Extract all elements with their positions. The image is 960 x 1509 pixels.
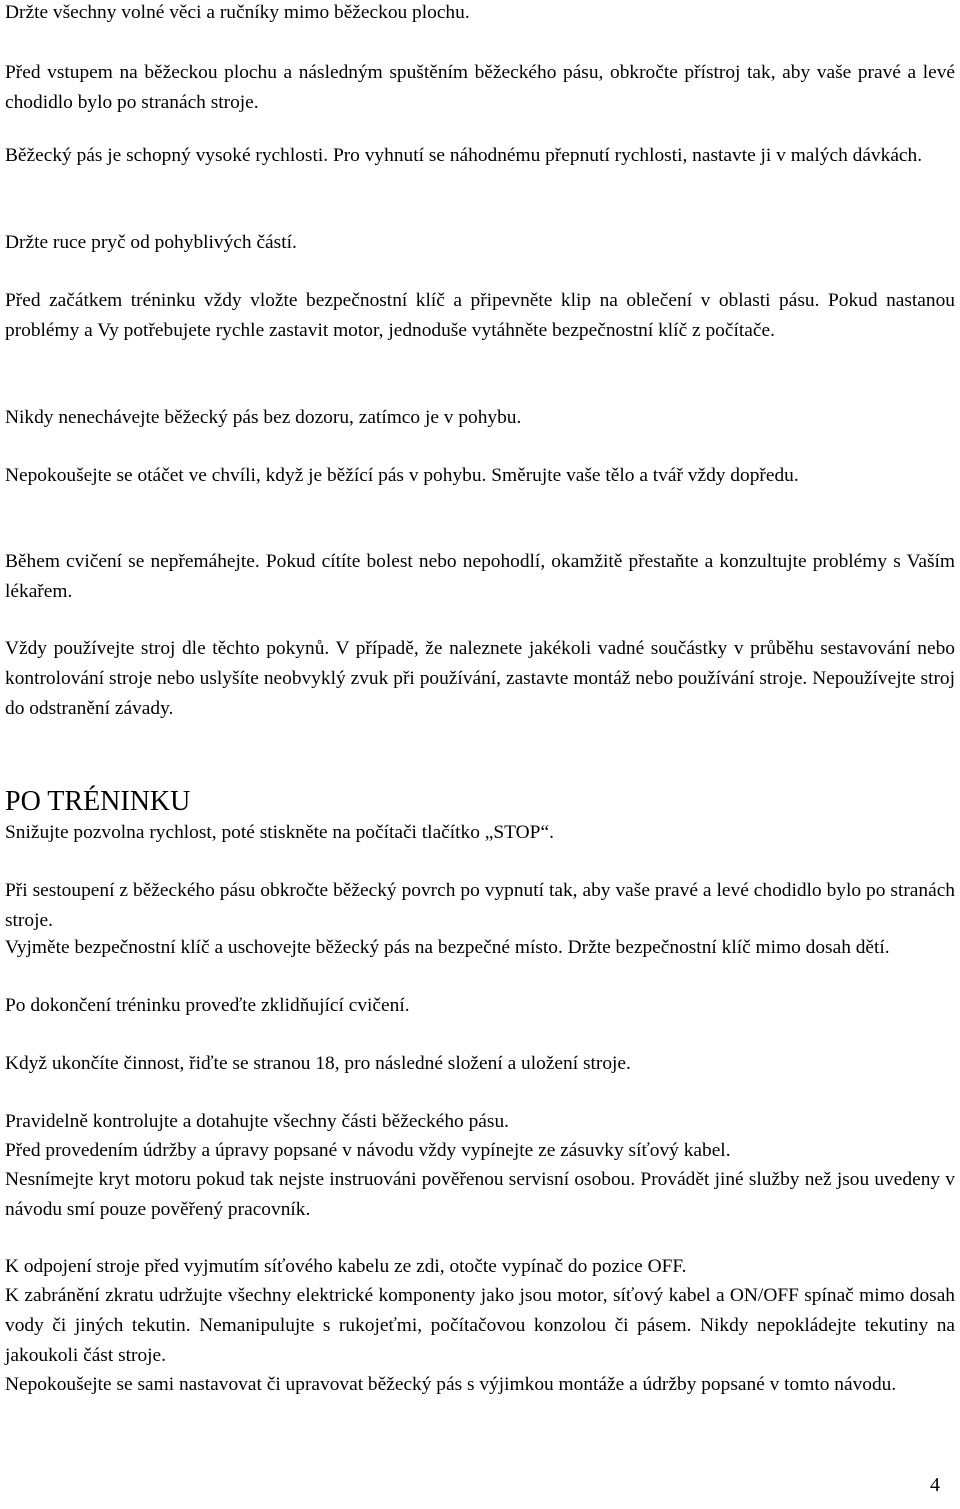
paragraph-remove-key: Vyjměte bezpečnostní klíč a uschovejte běžecký pás na bezpečné místo. Držte bezpečnostní klíč mimo dosah dětí. [5,937,890,958]
paragraph-turning: Nepokoušejte se otáčet ve chvíli, když je běžící pás v pohybu. Směrujte vaše tělo a tvář vždy dopředu. [5,465,799,486]
paragraph-check-parts: Pravidelně kontrolujte a dotahujte všechny části běžeckého pásu. [5,1111,509,1132]
section-heading: PO TRÉNINKU [5,786,191,817]
paragraph-mounting: Před vstupem na běžeckou plochu a následným spuštěním běžeckého pásu, obkročte přístroj tak, aby vaše pravé a levé chodidlo bylo po stranách stroje. [5,62,955,113]
paragraph-short-circuit: K zabránění zkratu udržujte všechny elektrické komponenty jako jsou motor, síťový kabel a ON/OFF spínač mimo dosah vody či jiných tekutin. Nemanipulujte s rukojeťmi, počítačovou konzolou či pásem. Nikdy nepokládejte tekutiny na jakoukoli část stroje. [5,1285,955,1366]
paragraph-slow-down: Snižujte pozvolna rychlost, poté stiskněte na počítači tlačítko „STOP“. [5,822,554,843]
paragraph-folding: Když ukončíte činnost, řiďte se stranou 18, pro následné složení a uložení stroje. [5,1053,631,1074]
paragraph-speed: Běžecký pás je schopný vysoké rychlosti. Pro vyhnutí se náhodnému přepnutí rychlosti, nastavte ji v malých dávkách. [5,145,923,166]
paragraph-unattended: Nikdy nenechávejte běžecký pás bez dozoru, zatímco je v pohybu. [5,407,522,428]
paragraph-cool-down: Po dokončení tréninku proveďte zklidňující cvičení. [5,995,410,1016]
paragraph-instructions: Vždy používejte stroj dle těchto pokynů. V případě, že naleznete jakékoli vadné součástky v průběhu sestavování nebo kontrolování stroje nebo uslyšíte neobvyklý zvuk při používání, zastavte montáž nebo používání stroje. Nepoužívejte stroj do odstranění závady. [5,638,955,719]
paragraph-overexertion: Během cvičení se nepřemáhejte. Pokud cítíte bolest nebo nepohodlí, okamžitě přestaňte a konzultujte problémy s Vaším lékařem. [5,551,955,602]
paragraph-loose-items: Držte všechny volné věci a ručníky mimo běžeckou plochu. [5,2,470,23]
paragraph-unplug: Před provedením údržby a úpravy popsané v návodu vždy vypínejte ze zásuvky síťový kabel. [5,1140,731,1161]
paragraph-disconnect: K odpojení stroje před vyjmutím síťového kabelu ze zdi, otočte vypínač do pozice OFF. [5,1256,687,1277]
paragraph-adjustments: Nepokoušejte se sami nastavovat či upravovat běžecký pás s výjimkou montáže a údržby popsané v tomto návodu. [5,1374,897,1395]
paragraph-moving-parts: Držte ruce pryč od pohyblivých částí. [5,232,297,253]
paragraph-dismount: Při sestoupení z běžeckého pásu obkročte běžecký povrch po vypnutí tak, aby vaše pravé a levé chodidlo bylo po stranách stroje. [5,880,955,931]
paragraph-motor-cover: Nesnímejte kryt motoru pokud tak nejste instruováni pověřenou servisní osobou. Provádět jiné služby než jsou uvedeny v návodu smí pouze pověřený pracovník. [5,1169,955,1220]
paragraph-safety-key: Před začátkem tréninku vždy vložte bezpečnostní klíč a připevněte klip na oblečení v oblasti pásu. Pokud nastanou problémy a Vy potřebujete rychle zastavit motor, jednoduše vytáhněte bezpečnostní klíč z počítače. [5,290,955,341]
page-number: 4 [930,1474,940,1496]
